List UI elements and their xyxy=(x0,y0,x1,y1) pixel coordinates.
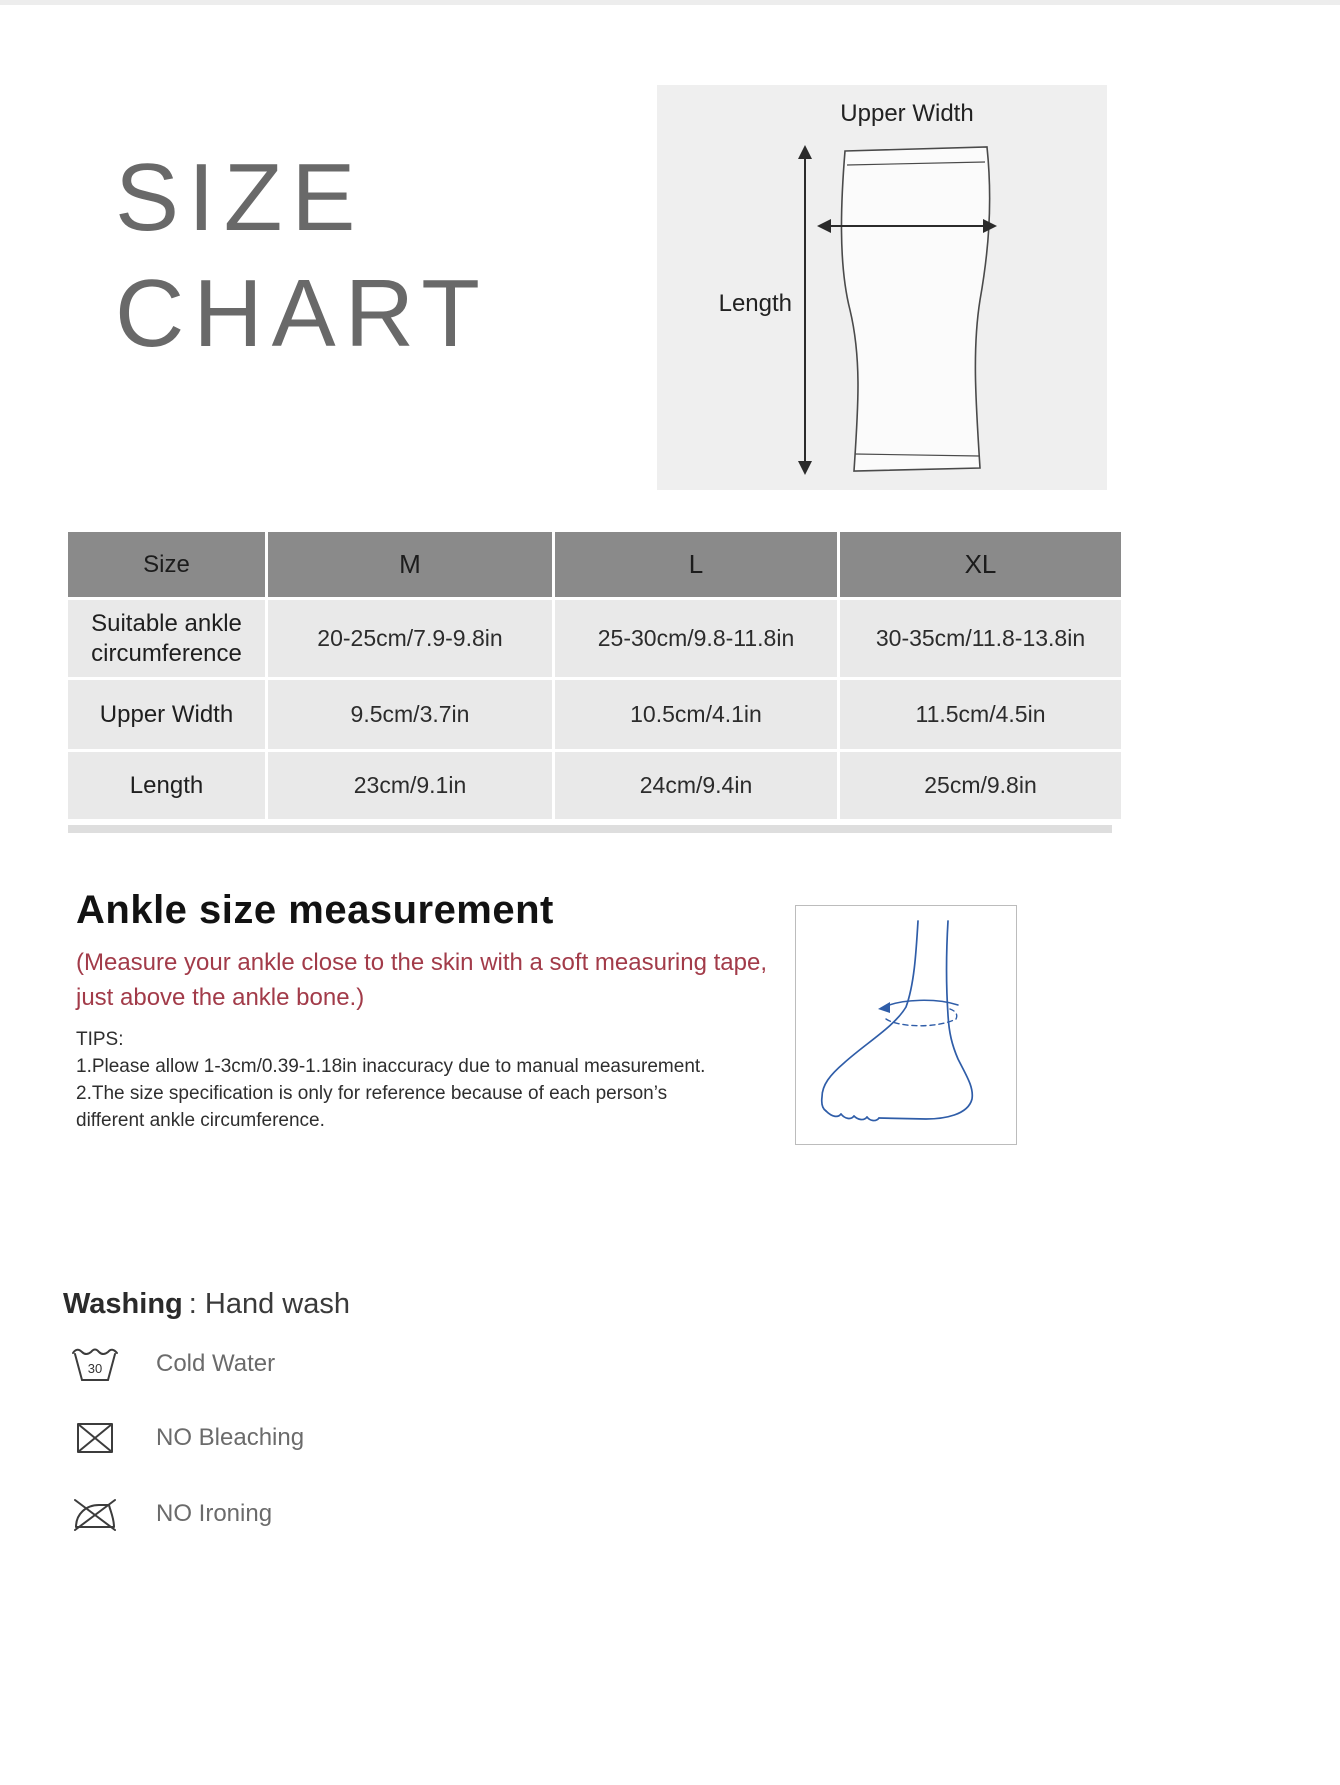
length-label: Length xyxy=(718,290,792,317)
row-label-ankle-circumference: Suitable ankle circumference xyxy=(68,600,265,677)
measurement-heading: Ankle size measurement xyxy=(76,888,554,932)
page-title-line1: SIZE xyxy=(115,144,365,251)
sleeve-diagram-panel xyxy=(657,85,1107,490)
washing-item-label: NO Ironing xyxy=(156,1500,273,1527)
washing-item-label: NO Bleaching xyxy=(156,1424,305,1451)
wash-temp-number: 30 xyxy=(87,1361,103,1376)
washing-item-label: Cold Water xyxy=(156,1350,276,1377)
size-table xyxy=(68,532,1112,819)
no-bleach-icon xyxy=(70,1416,120,1460)
row-label-length: Length xyxy=(68,752,265,819)
cell-ankle-xl: 30-35cm/11.8-13.8in xyxy=(840,600,1121,677)
no-iron-icon xyxy=(70,1492,120,1536)
cell-width-xl: 11.5cm/4.5in xyxy=(840,680,1121,749)
measurement-note xyxy=(76,945,767,1015)
washing-heading-rest: : Hand wash xyxy=(188,1288,350,1320)
tips-block xyxy=(76,1026,716,1134)
wash-30-icon xyxy=(70,1342,120,1386)
cell-length-l: 24cm/9.4in xyxy=(555,752,837,819)
cell-width-l: 10.5cm/4.1in xyxy=(555,680,837,749)
cell-ankle-l: 25-30cm/9.8-11.8in xyxy=(555,600,837,677)
washing-item-no-bleaching xyxy=(70,1416,304,1460)
page-title xyxy=(115,140,489,372)
sleeve-diagram-icon xyxy=(657,85,1107,490)
washing-item-no-ironing xyxy=(70,1492,272,1536)
measurement-note-line1: (Measure your ankle close to the skin with a soft measuring tape, xyxy=(76,949,768,976)
page-top-divider xyxy=(0,0,1340,5)
cell-length-xl: 25cm/9.8in xyxy=(840,752,1121,819)
measurement-note-line2: just above the ankle bone.) xyxy=(76,984,365,1011)
tips-title: TIPS: xyxy=(76,1029,124,1050)
cell-width-m: 9.5cm/3.7in xyxy=(268,680,552,749)
size-table-header-m: M xyxy=(268,532,552,597)
size-table-header-l: L xyxy=(555,532,837,597)
tip-2: 2.The size specification is only for reference because of each person’s different ankle circumference. xyxy=(76,1083,668,1131)
ankle-measurement-illustration xyxy=(795,905,1017,1145)
washing-item-cold-water xyxy=(70,1342,275,1386)
tip-1: 1.Please allow 1-3cm/0.39-1.18in inaccuracy due to manual measurement. xyxy=(76,1056,706,1077)
row-label-upper-width: Upper Width xyxy=(68,680,265,749)
size-table-bottom-strip xyxy=(68,825,1112,833)
size-table-header-size: Size xyxy=(68,532,265,597)
foot-ankle-icon xyxy=(806,915,1006,1135)
cell-length-m: 23cm/9.1in xyxy=(268,752,552,819)
page-title-line2: CHART xyxy=(115,260,489,367)
washing-heading xyxy=(63,1288,350,1321)
size-table-header-xl: XL xyxy=(840,532,1121,597)
washing-heading-bold: Washing xyxy=(63,1288,183,1320)
cell-ankle-m: 20-25cm/7.9-9.8in xyxy=(268,600,552,677)
upper-width-label: Upper Width xyxy=(840,100,974,127)
